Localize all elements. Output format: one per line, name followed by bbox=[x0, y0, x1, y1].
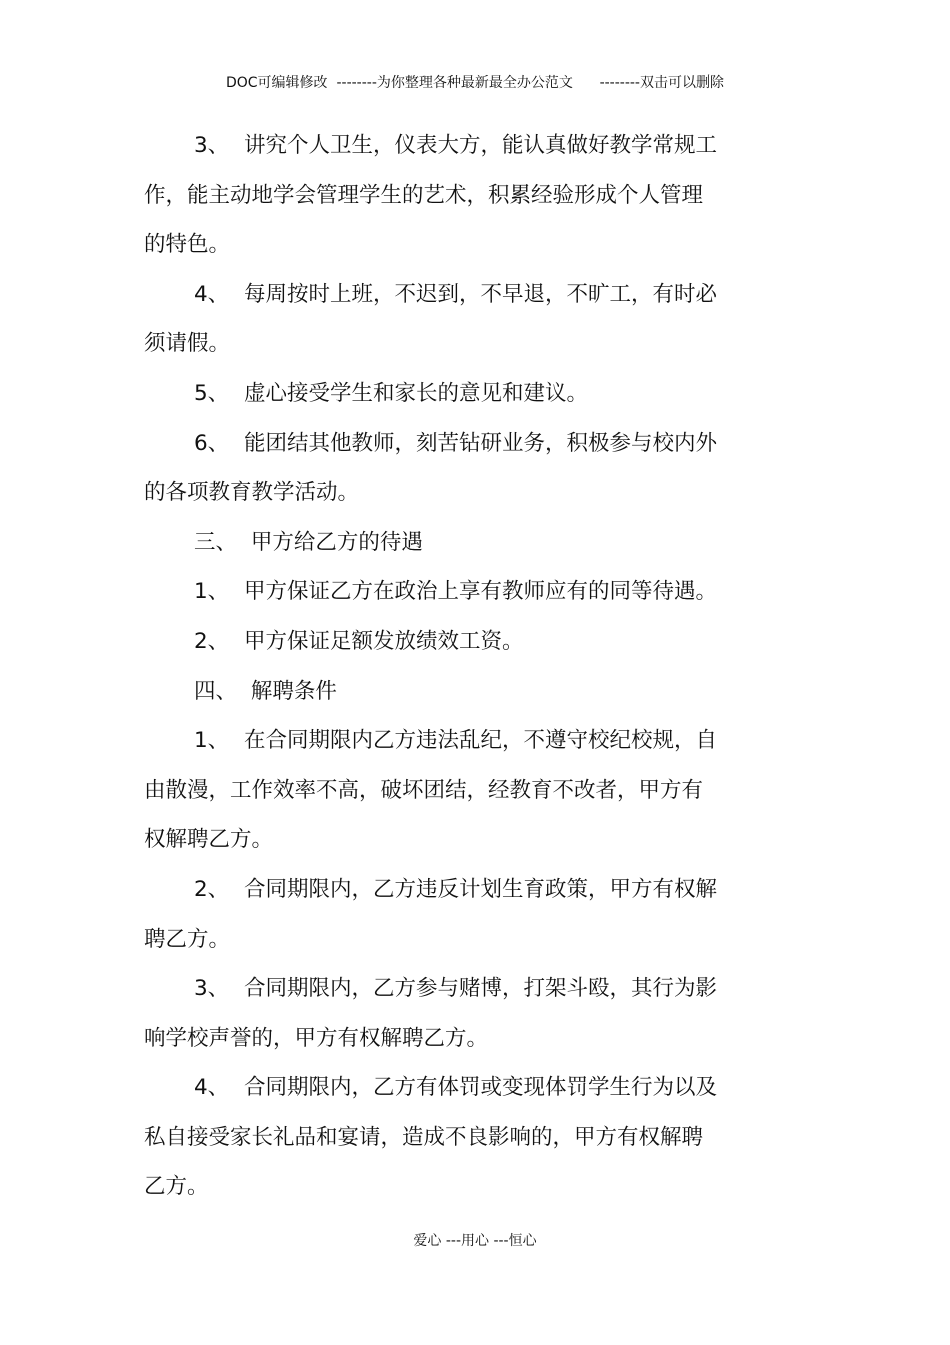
line-text: 的各项教育教学活动。 bbox=[144, 480, 360, 506]
line-text: 能团结其他教师，刻苦钻研业务，积极参与校内外 bbox=[244, 430, 718, 456]
line-text: 乙方。 bbox=[144, 1174, 209, 1200]
numbered-line bbox=[144, 121, 750, 171]
continuation-line bbox=[144, 1162, 750, 1212]
line-text: 合同期限内，乙方有体罚或变现体罚学生行为以及 bbox=[244, 1075, 718, 1101]
line-text: 甲方给乙方的待遇 bbox=[244, 529, 423, 555]
continuation-line bbox=[144, 766, 750, 816]
item-number: 3、 bbox=[194, 976, 230, 1002]
line-text: 虚心接受学生和家长的意见和建议。 bbox=[244, 380, 589, 406]
numbered-line bbox=[144, 1063, 750, 1113]
page-footer: 爱心 ---用心 ---恒心 bbox=[413, 1233, 537, 1249]
line-text: 合同期限内，乙方违反计划生育政策，甲方有权解 bbox=[244, 876, 718, 902]
item-number: 3、 bbox=[194, 133, 230, 158]
item-number: 四、 bbox=[194, 678, 238, 704]
line-text: 解聘条件 bbox=[244, 678, 337, 704]
continuation-line bbox=[144, 171, 750, 221]
item-number: 1、 bbox=[194, 728, 230, 754]
numbered-line bbox=[144, 419, 750, 469]
line-text: 的特色。 bbox=[144, 232, 231, 258]
line-text: 甲方保证足额发放绩效工资。 bbox=[244, 628, 524, 654]
continuation-line bbox=[144, 468, 750, 518]
continuation-line bbox=[144, 915, 750, 965]
line-text: 讲究个人卫生，仪表大方，能认真做好教学常规工 bbox=[244, 133, 718, 158]
line-text: 甲方保证乙方在政治上享有教师应有的同等待遇。 bbox=[244, 579, 718, 605]
line-text: 作，能主动地学会管理学生的艺术，积累经验形成个人管理 bbox=[144, 182, 704, 208]
continuation-line bbox=[144, 220, 750, 270]
numbered-line bbox=[144, 716, 750, 766]
document-body bbox=[144, 121, 750, 1212]
numbered-line bbox=[144, 518, 750, 568]
numbered-line bbox=[144, 567, 750, 617]
numbered-line bbox=[144, 865, 750, 915]
line-text: 合同期限内，乙方参与赌博，打架斗殴，其行为影 bbox=[244, 976, 718, 1002]
line-text: 每周按时上班，不迟到，不早退，不旷工，有时必 bbox=[244, 281, 718, 307]
item-number: 2、 bbox=[194, 628, 230, 654]
line-text: 聘乙方。 bbox=[144, 926, 231, 952]
item-number: 4、 bbox=[194, 281, 230, 307]
item-number: 6、 bbox=[194, 430, 230, 456]
numbered-line bbox=[144, 369, 750, 419]
numbered-line bbox=[144, 964, 750, 1014]
numbered-line bbox=[144, 667, 750, 717]
item-number: 5、 bbox=[194, 380, 230, 406]
continuation-line bbox=[144, 1014, 750, 1064]
page-header: DOC可编辑修改 --------为你整理各种最新最全办公范文 --------双击可以删除 bbox=[225, 75, 724, 91]
numbered-line bbox=[144, 617, 750, 667]
continuation-line bbox=[144, 1113, 750, 1163]
line-text: 在合同期限内乙方违法乱纪，不遵守校纪校规，自 bbox=[244, 728, 718, 754]
continuation-line bbox=[144, 319, 750, 369]
line-text: 权解聘乙方。 bbox=[144, 827, 274, 853]
item-number: 1、 bbox=[194, 579, 230, 605]
line-text: 私自接受家长礼品和宴请，造成不良影响的，甲方有权解聘 bbox=[144, 1124, 704, 1150]
line-text: 由散漫，工作效率不高，破坏团结，经教育不改者，甲方有 bbox=[144, 777, 704, 803]
item-number: 2、 bbox=[194, 876, 230, 902]
line-text: 须请假。 bbox=[144, 331, 231, 357]
line-text: 响学校声誉的，甲方有权解聘乙方。 bbox=[144, 1025, 489, 1051]
item-number: 三、 bbox=[194, 529, 238, 555]
numbered-line bbox=[144, 270, 750, 320]
continuation-line bbox=[144, 815, 750, 865]
item-number: 4、 bbox=[194, 1075, 230, 1101]
